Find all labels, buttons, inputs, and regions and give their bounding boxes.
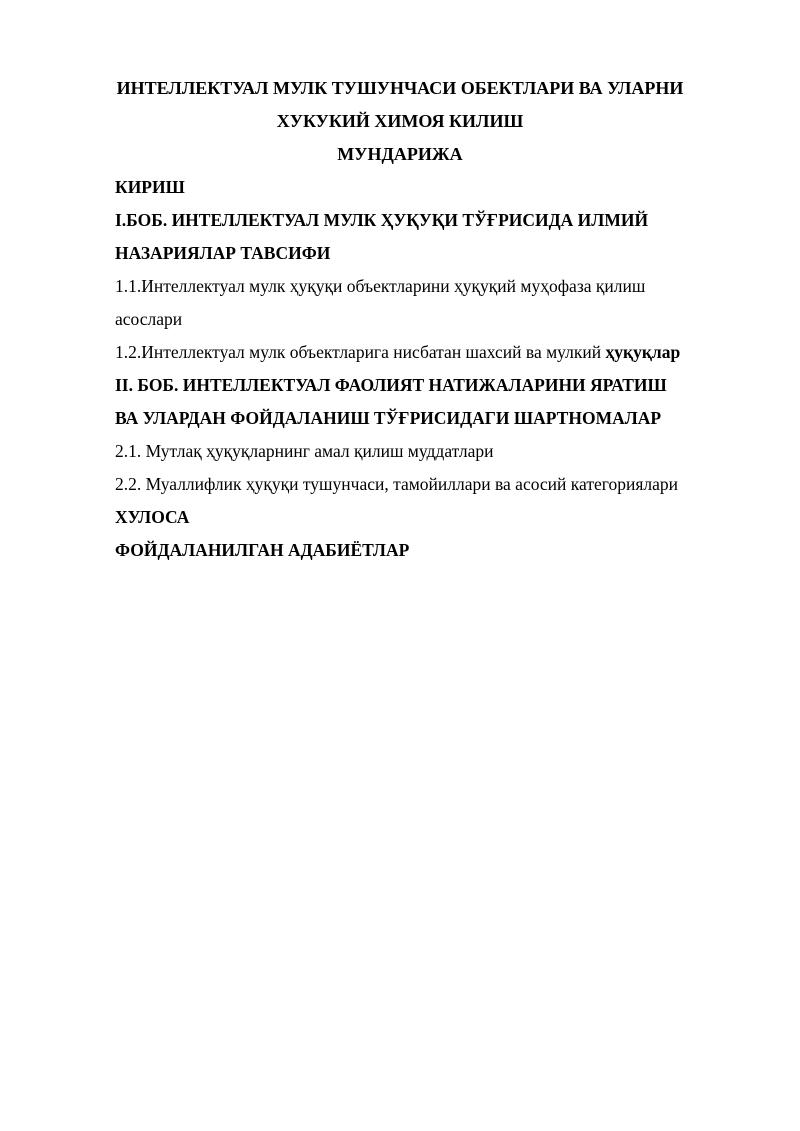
toc-section-1-2-text: 1.2.Интеллектуал мулк объектларига нисбатан шахсий ва мулкий: [115, 342, 606, 362]
toc-section-1-2-bold: ҳуқуқлар: [605, 342, 681, 362]
document-title-line-1: ИНТЕЛЛЕКТУАЛ МУЛК ТУШУНЧАСИ ОБЕКТЛАРИ ВА УЛАРНИ: [116, 78, 684, 98]
toc-chapter2-line2: ВА УЛАРДАН ФОЙДАЛАНИШ ТЎҒРИСИДАГИ ШАРТНОМАЛАР: [115, 408, 662, 428]
toc-section-1-1-line1: 1.1.Интеллектуал мулк ҳуқуқи объектларини ҳуқуқий муҳофаза қилиш: [115, 276, 646, 296]
toc-conclusion: ХУЛОСА: [115, 507, 190, 527]
toc-chapter1-line2: НАЗАРИЯЛАР ТАВСИФИ: [115, 243, 331, 263]
toc-intro: КИРИШ: [115, 177, 185, 197]
toc-section-2-1: 2.1. Мутлақ ҳуқуқларнинг амал қилиш муддатлари: [115, 441, 494, 461]
document-title-line-2: ХУКУКИЙ ХИМОЯ КИЛИШ: [276, 111, 524, 131]
toc-chapter2-line1: II. БОБ. ИНТЕЛЛЕКТУАЛ ФАОЛИЯТ НАТИЖАЛАРИНИ ЯРАТИШ: [115, 375, 667, 395]
contents-heading: МУНДАРИЖА: [337, 144, 463, 164]
toc-section-1-2: [115, 341, 680, 363]
toc-chapter1-line1: I.БОБ. ИНТЕЛЛЕКТУАЛ МУЛК ҲУҚУҚИ ТЎҒРИСИДА ИЛМИЙ: [115, 210, 649, 230]
toc-section-1-1-line2: асослари: [115, 309, 183, 329]
toc-references: ФОЙДАЛАНИЛГАН АДАБИЁТЛАР: [115, 540, 410, 560]
toc-section-2-2: 2.2. Муаллифлик ҳуқуқи тушунчаси, тамойиллари ва асосий категориялари: [115, 474, 679, 494]
